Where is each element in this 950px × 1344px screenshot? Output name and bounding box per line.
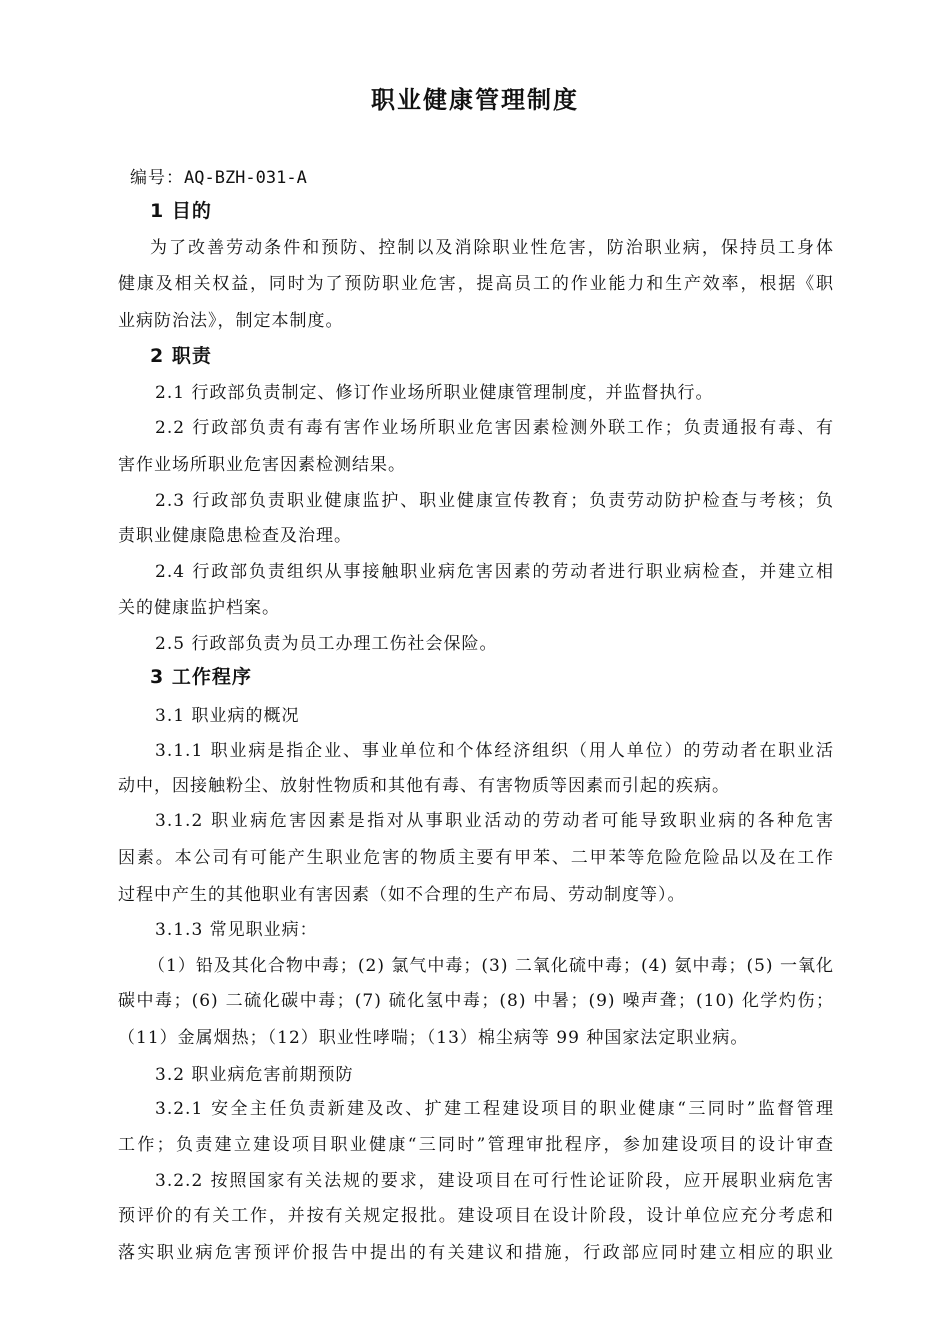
subsection-heading: 3.2 职业病危害前期预防 <box>155 1065 354 1085</box>
paragraph-line: 2.4 行政部负责组织从事接触职业病危害因素的劳动者进行职业病检查，并建立相 <box>155 562 834 582</box>
paragraph-line: 工作；负责建立建设项目职业健康“三同时”管理审批程序，参加建设项目的设计审查 <box>118 1135 834 1155</box>
paragraph-line: 动中，因接触粉尘、放射性物质和其他有毒、有害物质等因素而引起的疾病。 <box>118 776 730 796</box>
doc-number-value: AQ-BZH-031-A <box>184 168 307 188</box>
paragraph-line: 3.1.1 职业病是指企业、事业单位和个体经济组织（用人单位）的劳动者在职业活 <box>155 741 834 761</box>
subsection-heading: 3.1 职业病的概况 <box>155 706 300 726</box>
paragraph-line: 预评价的有关工作，并按有关规定报批。建设项目在设计阶段，设计单位应充分考虑和 <box>118 1206 834 1226</box>
paragraph-line: 2.1 行政部负责制定、修订作业场所职业健康管理制度，并监督执行。 <box>155 383 714 403</box>
section-heading-purpose: 1 目的 <box>150 200 212 222</box>
paragraph-line: 关的健康监护档案。 <box>118 598 280 618</box>
paragraph-line: 为了改善劳动条件和预防、控制以及消除职业性危害，防治职业病，保持员工身体 <box>150 238 834 258</box>
paragraph-line: 3.1.2 职业病危害因素是指对从事职业活动的劳动者可能导致职业病的各种危害 <box>155 811 834 831</box>
paragraph-line: 3.2.2 按照国家有关法规的要求，建设项目在可行性论证阶段，应开展职业病危害 <box>155 1171 834 1191</box>
paragraph-line: 2.2 行政部负责有毒有害作业场所职业危害因素检测外联工作；负责通报有毒、有 <box>155 418 834 438</box>
paragraph-line: 害作业场所职业危害因素检测结果。 <box>118 455 406 475</box>
paragraph-line: 2.3 行政部负责职业健康监护、职业健康宣传教育；负责劳动防护检查与考核；负 <box>155 491 834 511</box>
document-title: 职业健康管理制度 <box>371 86 579 114</box>
paragraph-line: 过程中产生的其他职业有害因素（如不合理的生产布局、劳动制度等）。 <box>118 885 686 905</box>
doc-number-label: 编号： <box>130 168 184 188</box>
section-heading-duties: 2 职责 <box>150 345 212 367</box>
section-heading-procedures: 3 工作程序 <box>150 666 252 688</box>
paragraph-line: （11）金属烟热；（12）职业性哮喘；（13）棉尘病等 99 种国家法定职业病。 <box>118 1028 749 1048</box>
paragraph-line: 碳中毒；(6) 二硫化碳中毒；(7) 硫化氢中毒；(8) 中暑；(9) 噪声聋；(10) 化学灼伤； <box>118 991 834 1011</box>
paragraph-line: 3.2.1 安全主任负责新建及改、扩建工程建设项目的职业健康“三同时”监督管理 <box>155 1099 834 1119</box>
paragraph-line: 3.1.3 常见职业病： <box>155 920 318 940</box>
paragraph-line: 业病防治法》，制定本制度。 <box>118 311 344 331</box>
paragraph-line: （1）铅及其化合物中毒；(2) 氯气中毒；(3) 二氧化硫中毒；(4) 氨中毒；(5) 一氧化 <box>148 956 834 976</box>
paragraph-line: 落实职业病危害预评价报告中提出的有关建议和措施，行政部应同时建立相应的职业 <box>118 1243 834 1263</box>
paragraph-line: 责职业健康隐患检查及治理。 <box>118 526 352 546</box>
paragraph-line: 健康及相关权益，同时为了预防职业危害，提高员工的作业能力和生产效率，根据《职 <box>118 274 834 294</box>
paragraph-line: 2.5 行政部负责为员工办理工伤社会保险。 <box>155 634 498 654</box>
paragraph-line: 因素。本公司有可能产生职业危害的物质主要有甲苯、二甲苯等危险危险品以及在工作 <box>118 848 834 868</box>
doc-number-line <box>130 165 846 191</box>
